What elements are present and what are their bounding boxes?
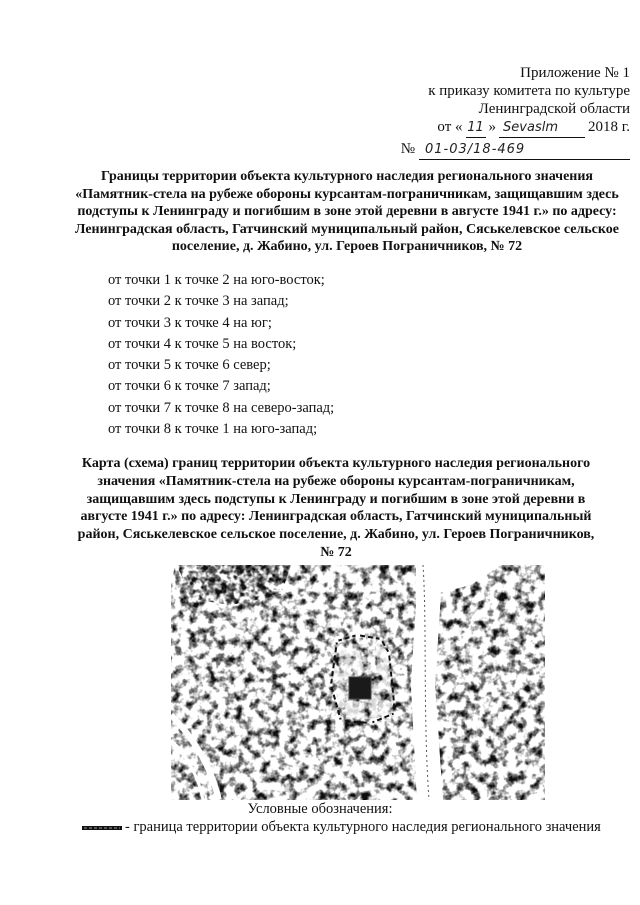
- appendix-line-3: Ленинградской области: [478, 101, 630, 117]
- legend-item: [82, 818, 601, 836]
- date-prefix: от «: [437, 119, 463, 135]
- boundary-point-item: от точки 7 к точке 8 на северо-запад;: [108, 399, 335, 416]
- number-label: №: [400, 141, 415, 157]
- appendix-number-row: [380, 140, 630, 160]
- boundary-point-item: от точки 5 к точке 6 север;: [108, 357, 271, 374]
- map-title: Карта (схема) границ территории объекта культурного наследия регионального значения «Памятник-стела на рубеже обороны курсантам-пограничникам, защищавшим здесь подступы к Ленинграду и погибшим в зоне этой деревни в августе 1941 г.» по адресу: Ленинградская область, Гатчинский муниципальный район, Сяськелевское сельское поселение, д. Жабино, ул. Героев Пограничников, № 72: [77, 456, 595, 560]
- map-monument-site: [331, 643, 393, 720]
- appendix-line-2: к приказу комитета по культуре: [428, 83, 630, 99]
- date-day: 11: [466, 119, 486, 138]
- boundary-point-item: от точки 1 к точке 2 на юго-восток;: [108, 272, 325, 288]
- document-title: Границы территории объекта культурного наследия регионального значения «Памятник-стела на рубеже обороны курсантам-пограничникам, защищавшим здесь подступы к Ленинграду и погибшим в зоне этой деревни в августе 1941 г.» по адресу: Ленинградская область, Гатчинский муниципальный район, Сяськелевское сельское поселение, д. Жабино, ул. Героев Пограничников, № 72: [75, 169, 619, 254]
- aerial-map: [171, 565, 545, 800]
- appendix-date-row: [380, 118, 630, 138]
- boundary-point-item: от точки 6 к точке 7 запад;: [108, 378, 271, 395]
- boundary-points-list: [108, 270, 334, 440]
- appendix-header: [380, 64, 630, 160]
- map-right-forest: [433, 565, 545, 800]
- boundary-point-item: от точки 8 к точке 1 на юго-запад;: [108, 421, 318, 438]
- boundary-point-item: от точки 4 к точке 5 на восток;: [108, 335, 297, 352]
- date-mid: »: [488, 119, 497, 135]
- boundary-point-item: от точки 3 к точке 4 на юг;: [108, 314, 272, 331]
- appendix-line-1: Приложение № 1: [520, 65, 630, 81]
- legend-item-label: - граница территории объекта культурного наследия регионального значения: [125, 819, 601, 835]
- legend-boundary-line-icon: [82, 825, 122, 831]
- number-value: 01-03/18-469: [419, 141, 630, 160]
- date-month: Sevaslm: [499, 119, 585, 138]
- boundary-point-item: от точки 2 к точке 3 на запад;: [108, 293, 289, 310]
- legend-title: Условные обозначения:: [247, 801, 393, 817]
- aerial-map-image: [171, 565, 545, 800]
- date-year: 2018 г.: [588, 119, 630, 135]
